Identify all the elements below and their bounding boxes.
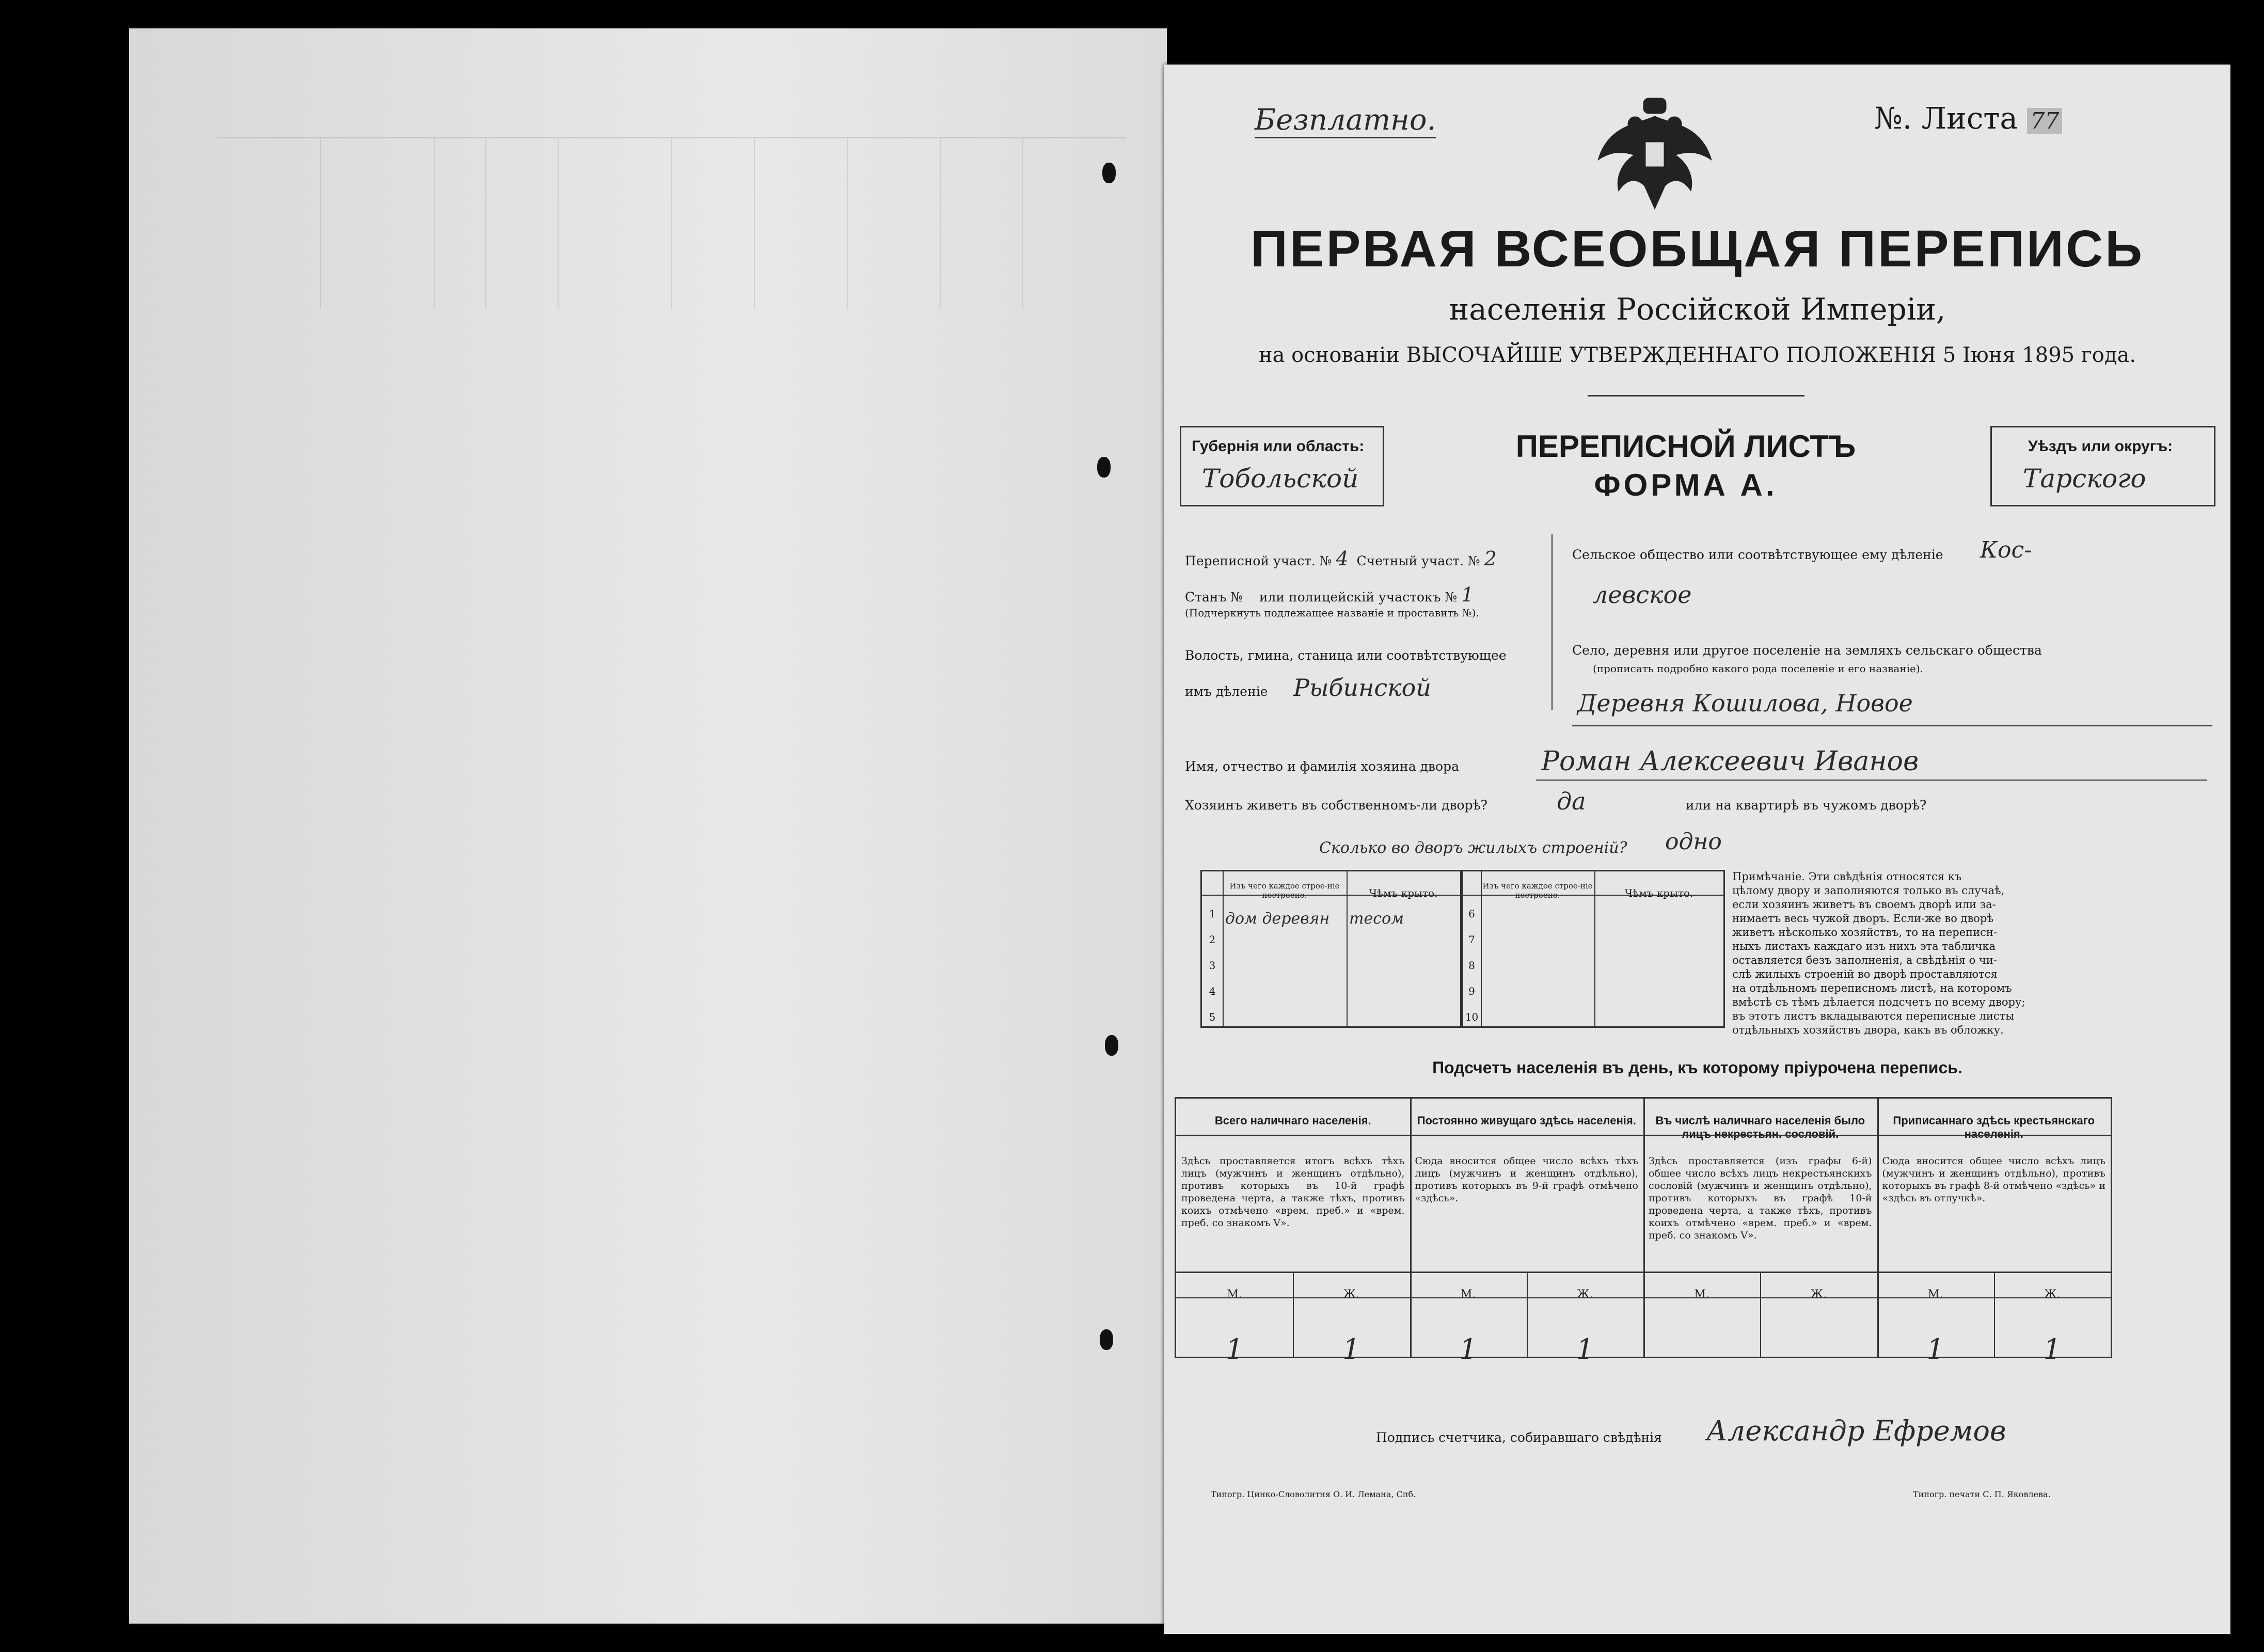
row-number: 1 — [1209, 908, 1216, 920]
volost-label-2: имъ дѣленіе — [1185, 684, 1268, 699]
imprint-right: Типогр. печати С. П. Яковлева. — [1913, 1489, 2051, 1499]
note-line: цѣлому двору и заполняются только въ случаѣ, — [1732, 884, 2005, 897]
police-section-line: Станъ № или полицейскій участокъ № 1 — [1185, 583, 1474, 606]
count-column-desc: Сюда вносится общее число всѣхъ лицъ (мужчинъ и женщинъ отдѣльно), противъ которыхъ въ графѣ 8-й отмѣчено «здѣсь» и «здѣсь въ отлучкѣ». — [1882, 1155, 2105, 1204]
mf-divider — [1994, 1272, 1995, 1357]
header-rule — [1176, 1135, 2111, 1136]
province-box — [1180, 426, 1384, 506]
signature-label: Подпись счетчика, собиравшаго свѣдѣнія — [1376, 1430, 1662, 1445]
underline-note: (Подчеркнуть подлежащее названіе и проставить №). — [1185, 607, 1479, 619]
mf-divider — [1760, 1272, 1761, 1357]
own-yard-label: Хозяинъ живетъ въ собственномъ-ли дворѣ? — [1185, 798, 1488, 813]
male-label: М. — [1694, 1288, 1709, 1301]
mf-divider — [1293, 1272, 1294, 1357]
male-count: 1 — [1926, 1333, 1944, 1365]
district-value: Тарского — [2023, 464, 2146, 494]
census-section-line: Переписной участ. № 4 Счетный участ. № 2 — [1185, 547, 1497, 570]
binding-hole — [1105, 1035, 1118, 1056]
population-count-table — [1175, 1097, 2112, 1365]
village-label: Село, деревня или другое поселеніе на земляхъ сельскаго общества — [1572, 643, 2042, 658]
imprint-left: Типогр. Цинко-Словолитня О. И. Лемана, Спб. — [1211, 1489, 1416, 1499]
note-line: въ этотъ листъ вкладываются переписные листы — [1732, 1010, 2014, 1022]
buildings-table — [1200, 870, 1725, 1028]
material-cell: дом деревян — [1225, 910, 1330, 928]
row-number: 10 — [1465, 1011, 1479, 1023]
binding-hole — [1097, 457, 1111, 478]
volost-value: Рыбинской — [1293, 674, 1431, 702]
male-label: М. — [1927, 1288, 1943, 1301]
owner-name-underline — [1536, 780, 2207, 781]
count-column-desc: Здѣсь проставляется итогъ всѣхъ тѣхъ лицъ (мужчинъ и женщинъ отдѣльно), противъ которыхъ въ 10-й графѣ проведена черта, а также тѣхъ, противъ коихъ отмѣчено «врем. преб.» и «врем. преб. со знакомъ V». — [1181, 1155, 1405, 1229]
column-divider — [1643, 1099, 1645, 1357]
mf-divider — [1527, 1272, 1528, 1357]
society-value: Кос- — [1980, 537, 2032, 563]
count-column-header: Въ числѣ наличнаго населенія было лицъ некрестьян. сословій. — [1655, 1114, 1865, 1140]
free-stamp: Безплатно. — [1255, 103, 1436, 138]
male-count: 1 — [1225, 1333, 1244, 1365]
rented-label: или на квартирѣ въ чужомъ дворѣ? — [1686, 798, 1927, 813]
note-line: живетъ нѣсколько хозяйствъ, то на переписн- — [1732, 926, 1997, 939]
ornament-divider — [1588, 395, 1804, 396]
count-column-desc: Сюда вносится общее число всѣхъ тѣхъ лицъ (мужчинъ и женщинъ отдѣльно), противъ которыхъ въ 9-й графѣ отмѣчено «здѣсь». — [1415, 1155, 1638, 1204]
column-divider — [1410, 1099, 1412, 1357]
col-material: Изъ чего каждое строе-ніе построено. — [1229, 881, 1340, 900]
village-note: (прописать подробно какого рода поселеніе и его названіе). — [1593, 662, 1923, 675]
col-roof: Чѣмъ крыто. — [1369, 887, 1438, 899]
note-line: если хозяинъ живетъ въ своемъ дворѣ или за- — [1732, 898, 1996, 911]
society-value-2: левское — [1593, 581, 1692, 609]
row-number: 3 — [1209, 959, 1216, 972]
form-letter: ФОРМА А. — [1594, 468, 1778, 502]
district-box — [1990, 426, 2215, 506]
column-divider — [1877, 1099, 1879, 1357]
own-yard-value: да — [1557, 787, 1586, 815]
count-column-header: Приписаннаго здѣсь крестьянскаго населенія. — [1893, 1114, 2095, 1140]
basis-line: на основаніи ВЫСОЧАЙШЕ УТВЕРЖДЕННАГО ПОЛОЖЕНІЯ 5 Іюня 1895 года. — [1258, 343, 2136, 367]
mf-rule — [1176, 1272, 2111, 1273]
female-count: 1 — [2043, 1333, 2062, 1365]
owner-name-label: Имя, отчество и фамилія хозяина двора — [1185, 759, 1459, 774]
village-underline — [1572, 725, 2212, 726]
census-form-page — [1164, 65, 2230, 1634]
form-main-title: ПЕРВАЯ ВСЕОБЩАЯ ПЕРЕПИСЬ — [1250, 220, 2144, 278]
buildings-label: Сколько во дворъ жилыхъ строеній? — [1319, 839, 1627, 857]
row-number: 8 — [1468, 959, 1475, 972]
count-column-header: Постоянно живущаго здѣсь населенія. — [1417, 1114, 1636, 1127]
signature-value: Александр Ефремов — [1706, 1415, 2006, 1447]
form-subtitle: населенія Россійской Имперіи, — [1449, 292, 1946, 327]
row-number: 9 — [1468, 985, 1475, 997]
col-roof-2: Чѣмъ крыто. — [1624, 887, 1693, 899]
note-line: ныхъ листахъ каждаго изъ нихъ эта табличка — [1732, 940, 1996, 952]
volost-label: Волость, гмина, станица или соотвѣтствующее — [1185, 648, 1507, 663]
sheet-title: ПЕРЕПИСНОЙ ЛИСТЪ — [1515, 429, 1856, 464]
row-number: 7 — [1468, 933, 1475, 946]
imperial-eagle-icon — [1588, 93, 1722, 217]
female-count: 1 — [1576, 1333, 1594, 1365]
note-line: нимаетъ весь чужой дворъ. Если-же во дворѣ — [1732, 912, 1994, 925]
note-line: на отдѣльномъ переписномъ листѣ, на которомъ — [1732, 982, 2012, 994]
row-number: 6 — [1468, 908, 1475, 920]
village-value: Деревня Кошилова, Новое — [1577, 689, 1913, 717]
female-label: Ж. — [1810, 1288, 1827, 1301]
male-label: М. — [1460, 1288, 1476, 1301]
count-column-desc: Здѣсь проставляется (изъ графы 6-й) общее число всѣхъ лицъ некрестьянскихъ сословій (мужчинъ и женщинъ отдѣльно), противъ которыхъ въ графѣ 10-й проведена черта, а также тѣхъ, противъ коихъ отмѣчено «врем. преб.» и «врем. преб. со знакомъ V». — [1649, 1155, 1872, 1241]
buildings-value: одно — [1665, 829, 1722, 855]
row-number: 5 — [1209, 1011, 1216, 1023]
bleed-through-ghost — [217, 137, 1126, 309]
binding-hole — [1102, 163, 1116, 183]
col-material-2: Изъ чего каждое строе-ніе построено. — [1482, 881, 1593, 900]
note-text — [1732, 870, 2218, 1037]
district-label: Уѣздъ или округъ: — [2028, 438, 2173, 455]
female-label: Ж. — [1577, 1288, 1593, 1301]
male-label: М. — [1227, 1288, 1242, 1301]
roof-cell: тесом — [1349, 910, 1404, 928]
row-number: 2 — [1209, 933, 1216, 946]
note-line: отдѣльныхъ хозяйствъ двора, какъ въ обложку. — [1732, 1024, 2004, 1036]
province-value: Тобольской — [1202, 464, 1359, 494]
male-count: 1 — [1459, 1333, 1477, 1365]
mf-label-rule — [1176, 1297, 2111, 1298]
sheet-number-label: №. Листа 77 — [1874, 101, 2062, 136]
count-title: Подсчетъ населенія въ день, къ которому пріурочена перепись. — [1432, 1058, 1962, 1077]
female-label: Ж. — [2044, 1288, 2061, 1301]
province-label: Губернія или область: — [1192, 438, 1365, 455]
count-column-header: Всего наличнаго населенія. — [1214, 1114, 1371, 1127]
note-line: оставляется безъ заполненія, а свѣдѣнія о чи- — [1732, 954, 1997, 966]
row-number: 4 — [1209, 985, 1216, 997]
block-divider — [1551, 534, 1553, 710]
owner-name-value: Роман Алексеевич Иванов — [1541, 746, 1919, 777]
female-label: Ж. — [1343, 1288, 1360, 1301]
society-label: Сельское общество или соотвѣтствующее ему дѣленіе — [1572, 547, 1943, 562]
binding-hole — [1100, 1329, 1113, 1350]
female-count: 1 — [1342, 1333, 1360, 1365]
note-line: Примѣчаніе. Эти свѣдѣнія относятся къ — [1732, 870, 1962, 883]
left-page — [129, 28, 1167, 1624]
note-line: слѣ жилыхъ строеній во дворѣ проставляются — [1732, 968, 1998, 980]
note-line: вмѣстѣ съ тѣмъ дѣлается подсчетъ по всему двору; — [1732, 996, 2025, 1008]
